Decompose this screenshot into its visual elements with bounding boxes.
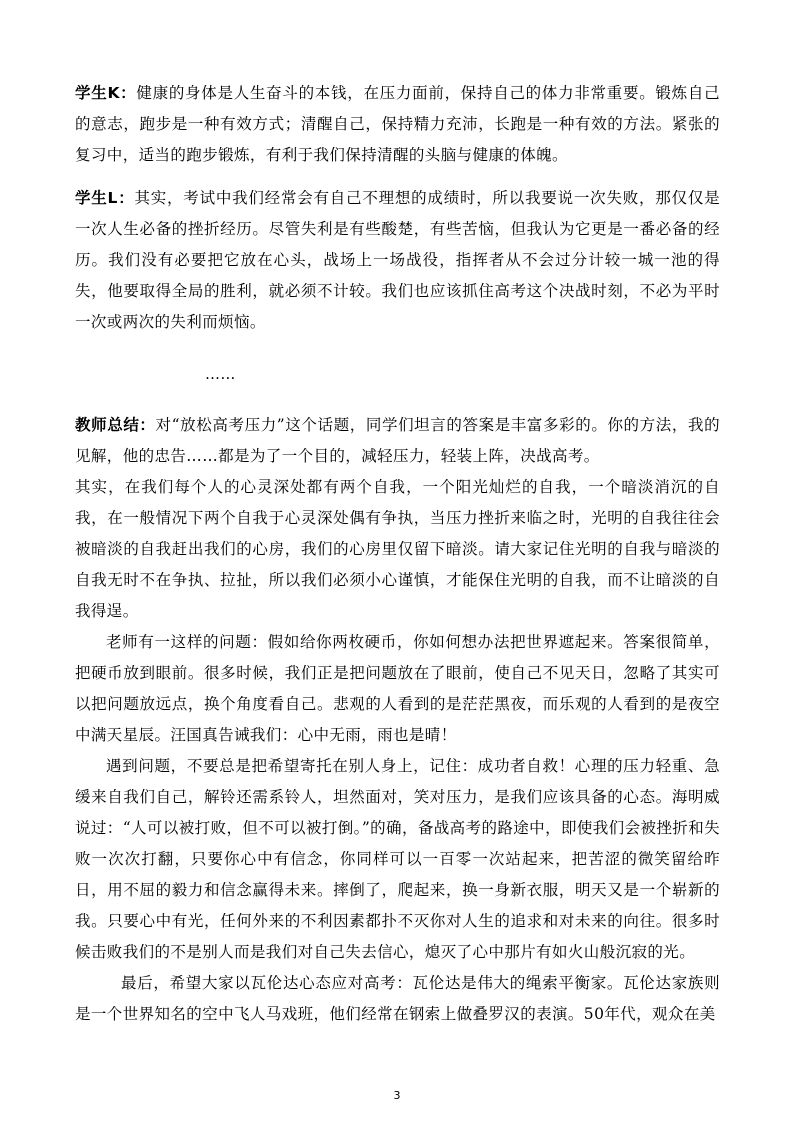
speaker-label: 教师总结： [75, 416, 156, 434]
speaker-label: 学生K： [75, 84, 137, 102]
speaker-label: 学生L： [75, 189, 135, 207]
paragraph-text: 健康的身体是人生奋斗的本钱，在压力面前，保持自己的体力非常重要。锻炼自己的意志，跑步是一种有效方式；清醒自己，保持精力充沛，长跑是一种有效的方法。紧张的复习中，适当的跑步锻炼，有利于我们保持清醒的头脑与健康的体魄。 [75, 84, 720, 164]
paragraph-two-selves: 其实，在我们每个人的心灵深处都有两个自我，一个阳光灿烂的自我，一个暗淡消沉的自我，在一般情况下两个自我于心灵深处偶有争执，当压力挫折来临之时，光明的自我往往会被暗淡的自我赶出我们的心房，我们的心房里仅留下暗淡。请大家记住光明的自我与暗淡的自我无时不在争执、拉扯，所以我们必须小心谨慎，才能保住光明的自我，而不让暗淡的自我得逞。 [75, 478, 720, 620]
document-body [75, 78, 720, 1030]
paragraph-student-k [75, 78, 720, 171]
paragraph-wallenda: 最后，希望大家以瓦伦达心态应对高考：瓦伦达是伟大的绳索平衡家。瓦伦达家族则是一个世界知名的空中飞人马戏班，他们经常在钢索上做叠罗汉的表演。50年代，观众在美 [75, 974, 720, 1023]
page-number: 3 [393, 1089, 401, 1102]
paragraph-self-rescue: 遇到问题，不要总是把希望寄托在别人身上，记住：成功者自救！心理的压力轻重、急缓来自我们自己，解铃还需系铃人，坦然面对，笑对压力，是我们应该具备的心态。海明威说过：“人可以被打败，但不可以被打倒。”的确，备战高考的路途中，即使我们会被挫折和失败一次次打翻，只要你心中有信念，你同样可以一百零一次站起来，把苦涩的微笑留给昨日，用不屈的毅力和信念赢得未来。摔倒了，爬起来，换一身新衣服，明天又是一个崭新的我。只要心中有光，任何外来的不利因素都扑不灭你对人生的追求和对未来的向往。很多时候击败我们的不是别人而是我们对自己失去信心，熄灭了心中那片有如火山般沉寂的光。 [75, 757, 720, 961]
paragraph-coins: 老师有一这样的问题：假如给你两枚硬币，你如何想办法把世界遮起来。答案很简单，把硬币放到眼前。很多时候，我们正是把问题放在了眼前，使自己不见天日，忽略了其实可以把问题放远点，换个角度看自己。悲观的人看到的是茫茫黑夜，而乐观的人看到的是夜空中满天星辰。汪国真告诫我们：心中无雨，雨也是晴！ [75, 633, 720, 744]
paragraph-teacher-summary [75, 410, 720, 472]
ellipsis: …… [205, 365, 236, 383]
paragraph-text: 其实，考试中我们经常会有自己不理想的成绩时，所以我要说一次失败，那仅仅是一次人生必备的挫折经历。尽管失利是有些酸楚，有些苦恼，但我认为它更是一番必备的经历。我们没有必要把它放在心头，战场上一场战役，指挥者从不会过分计较一城一池的得失，他要取得全局的胜利，就必须不计较。我们也应该抓住高考这个决战时刻，不必为平时一次或两次的失利而烦恼。 [75, 189, 720, 331]
paragraph-student-l [75, 183, 720, 338]
paragraph-text: 对“放松高考压力”这个话题，同学们坦言的答案是丰富多彩的。你的方法，我的见解，他的忠告……都是为了一个目的，减轻压力，轻装上阵，决战高考。 [75, 416, 720, 465]
